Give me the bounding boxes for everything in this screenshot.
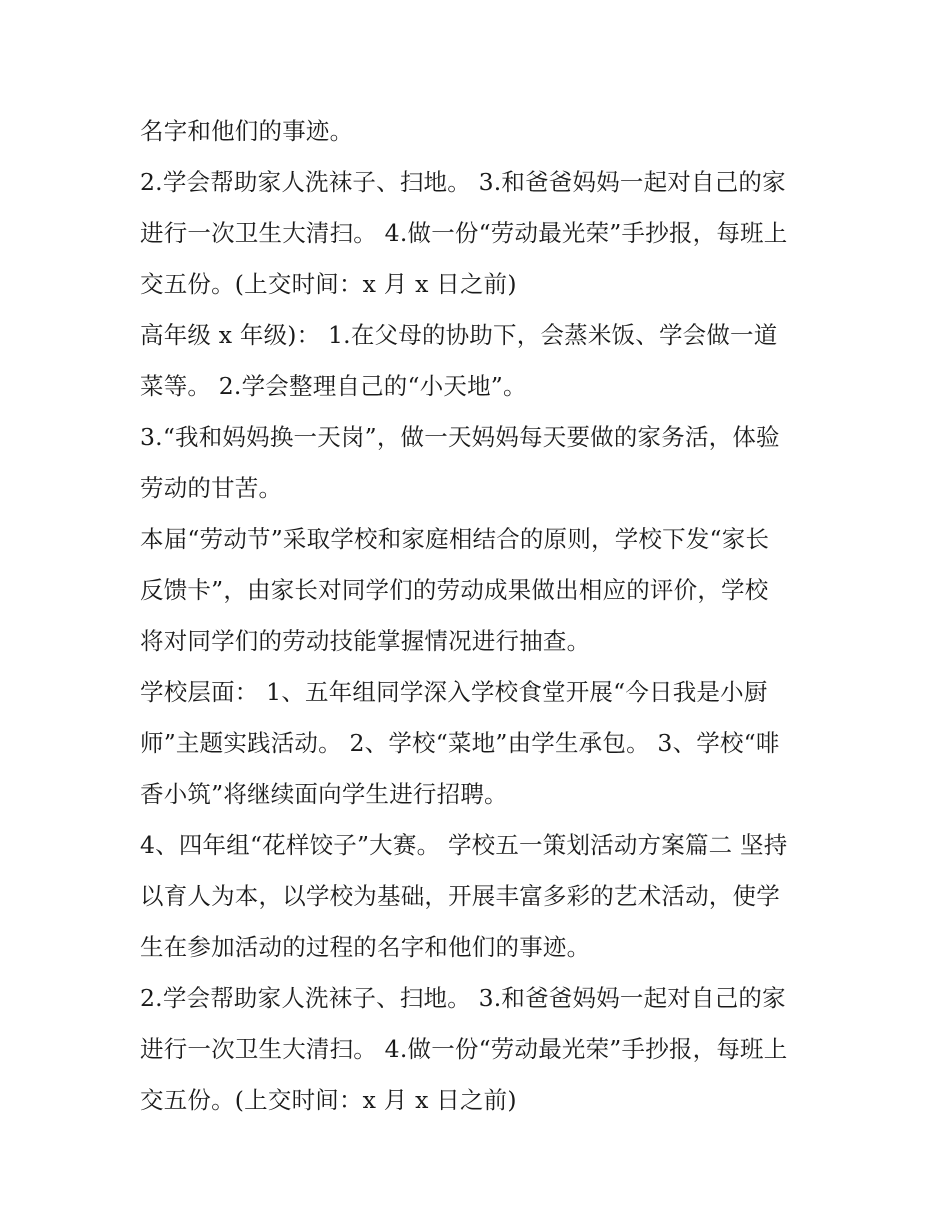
text-line: 2.学会帮助家人洗袜子、扫地。 3.和爸爸妈妈一起对自己的家 — [140, 984, 786, 1012]
text-line: 生在参加活动的过程的名字和他们的事迹。 — [140, 933, 591, 961]
text-line: 师”主题实践活动。 2、学校“菜地”由学生承包。 3、学校“啡 — [140, 729, 780, 757]
text-line: 4、四年组“花样饺子”大赛。 学校五一策划活动方案篇二 坚持 — [140, 831, 788, 859]
text-line: 进行一次卫生大清扫。 4.做一份“劳动最光荣”手抄报，每班上 — [140, 1035, 788, 1063]
text-line: 以育人为本，以学校为基础，开展丰富多彩的艺术活动，使学 — [140, 882, 780, 910]
text-line: 名字和他们的事迹。 — [140, 117, 354, 145]
text-line: 交五份。(上交时间：x 月 x 日之前) — [140, 1086, 517, 1114]
text-line: 学校层面： 1、五年组同学深入学校食堂开展“今日我是小厨 — [140, 678, 768, 706]
text-line: 将对同学们的劳动技能掌握情况进行抽查。 — [140, 627, 591, 655]
text-line: 高年级 x 年级)： 1.在父母的协助下，会蒸米饭、学会做一道 — [140, 321, 778, 349]
text-line: 菜等。 2.学会整理自己的“小天地”。 — [140, 372, 527, 400]
document-body — [140, 106, 820, 1126]
text-line: 香小筑”将继续面向学生进行招聘。 — [140, 780, 508, 808]
text-line: 进行一次卫生大清扫。 4.做一份“劳动最光荣”手抄报，每班上 — [140, 219, 788, 247]
text-line: 3.“我和妈妈换一天岗”，做一天妈妈每天要做的家务活，体验 — [140, 423, 780, 451]
text-line: 2.学会帮助家人洗袜子、扫地。 3.和爸爸妈妈一起对自己的家 — [140, 168, 786, 196]
text-line: 反馈卡”，由家长对同学们的劳动成果做出相应的评价，学校 — [140, 576, 769, 604]
text-line: 交五份。(上交时间：x 月 x 日之前) — [140, 270, 517, 298]
text-line: 劳动的甘苦。 — [140, 474, 283, 502]
text-line: 本届“劳动节”采取学校和家庭相结合的原则，学校下发“家长 — [140, 525, 770, 553]
